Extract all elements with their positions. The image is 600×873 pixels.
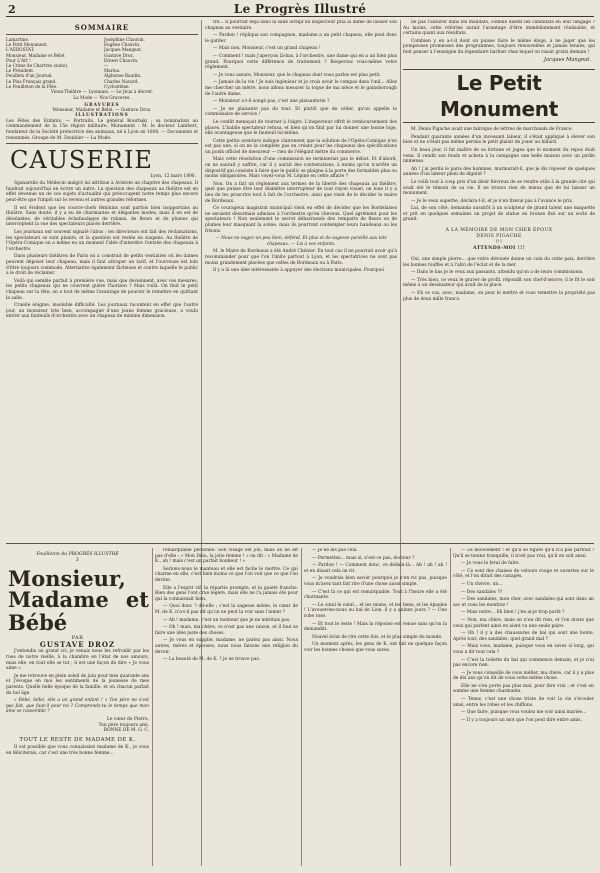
paragraph: — Des sandales !!! [461, 589, 503, 595]
paragraph: — Mais non, Monsieur, c'est un grand chapeau ! [213, 46, 321, 52]
paragraph: — Très bien, ce veux le graver de profil, répondit son chef-d'œuvre; il le fit le soir même à un dessinateur qui avait de la place. [403, 277, 595, 289]
toc-item: Feuillets d'un Journal. [6, 73, 53, 79]
header-rule [6, 16, 594, 17]
sommaire-bottom-rule [6, 143, 198, 144]
paragraph: Lui, de son côté, demanda aussitôt à un sculpteur de grand talent une maquette et prit en quelques semaines un projet de statue en bronze fixé sur un socle de granit. [403, 206, 595, 223]
paragraph: — Comment ! mais j'aperçois là-bas, à l'orchestre, une dame qui en a un bien plus grand. Pourquoi cette différence de traitement ? Respectez vous-même votre règlement. [205, 53, 397, 71]
feuilleton-column-2 [155, 548, 298, 868]
paragraph: Les journaux ont souvent signalé l'abus ; les directeurs ont fait des réclamations, les spectateurs se sont plaints, et la question est restée en suspens. Au théâtre de l'Opéra-Comique on a même eu un moment l'idée d'interdire l'entrée des chapeaux à l'orchestre. [6, 229, 198, 252]
sommaire-line: La Mode — Nos Gravures. [73, 96, 131, 102]
column-1-top [6, 20, 198, 540]
paragraph: — Le cœul le cœul... et les miens, et les tiens, et les épaules ! L'avouerons-nous au bal de Lion, il y a quinze jours ? — Une robe rose. [304, 602, 447, 619]
paragraph: — C'est là ce qui est remarquable. Tout à l'heure elle a été charmante. [304, 589, 447, 601]
paragraph: Mais cette résolution d'une commission ne terminerait pas le débat. Et d'abord, on ne saurait y suffire, car il y aurait des contestations, à moins qu'on n'arrête un dispositif qui consiste à faire que le public se plaigne à la porte des formalités plus ou moins obligatoires. Mais voyez-vous M. Lépine en cette affaire ? [205, 157, 397, 180]
illustrations-text: Les Fêtes des Enfants. — Portraits. Le général Bourbaki ; sa nomination au commandement de la 15e région militaire. Monument : M. le docteur Lambert, fondateur de la Société protectrice des animaux, né à Lyon en 1800. — Documents et renommés. Groupe de M. Doublier — La Mode. [6, 118, 198, 141]
novel-par: PAR [71, 635, 84, 642]
novel-title-line-1: Monsieur, [8, 566, 126, 592]
paragraph: Le conflit menaçait de tourner à l'aigre. L'inspecteur offrit le remboursement des places. L'habile spectateur refusa, et bien qu'on finit par lui donner une bonne loge, elle avantageuse que le fauteuil lui-même. [205, 119, 397, 137]
paragraph: — Ah ! madame, c'est un bonheur que je ne méritais pas. [163, 617, 291, 623]
sommaire-line: Vieux-Théâtre — Lyonnais. — Le Jeux à décret. [50, 90, 154, 96]
feuilleton-column-3 [304, 548, 447, 868]
column-3-top [403, 20, 595, 540]
paragraph: — Oh ! il y a des chaussures de bal qui sont une honte. Après tout, des sandales, quel grand mal ? [453, 631, 594, 642]
toc-item: L'AÉROSTAT. [6, 47, 35, 53]
paragraph: — Mais notre... Eh bien ! j'en ai-je trop parlé ? [461, 610, 565, 616]
paragraph: — Tenez, c'est une chose triste de voir la vie s'écouler ainsi, entre les robes et les chiffons. [453, 697, 594, 708]
paragraph: Il est évident que les couvre-chefs féminins sont parfois bien inopportuns au théâtre. Sans doute, il y a eu de charmantes et élégantes modes, mais il en est de désolantes, de véritables échafaudages de rubans, de fleurs et de plumes qui interceptent la vue des spectateurs placés derrière. [6, 205, 198, 228]
column-divider [450, 548, 451, 866]
toc-author: Joséphine Chauvin. [104, 37, 145, 42]
paragraph: Cruelle énigme, insoluble difficulté. Les journaux racontent en effet que l'autre jour, un monsieur très bien, accompagné d'une jeune femme gracieuse, a voulu entrer aux fauteuils d'orchestre avec un chapeau de minime dimension. [6, 303, 198, 320]
paragraph: — Oh ! mais, ma chère, ce n'est pas une raison, et il faut se faire une idée juste des choses. [155, 625, 298, 636]
page-number: 2 [8, 3, 16, 16]
paragraph: — Je vous en supplie, madame, ne parlez pas ainsi. Nous autres, mères et épouses, nous nous faisons une religion du devoir. [155, 638, 298, 655]
paragraph: — Pardon ! répliqua son compagnon, madame a un petit chapeau, elle peut donc le garder. [205, 33, 397, 44]
paragraph: — La beauté de M. de K. ? je ne trouve pas. [163, 657, 261, 663]
inscription-line: ATTENDS-MOI !!! [473, 246, 525, 252]
toc-item: Monsieur, Madame et Bébé. [6, 52, 66, 58]
verse-quote: — Nous ne nagez un peu bien, défend, Et plus et de sagesse pareille aux tels chapeaux. — Lis à vos enfants. [215, 236, 387, 247]
paragraph: Voilà qui semble parfait à première vue, mais que deviennent, avec ces mesures, les petits chapeaux qui ne couvrent guère l'horizon ? Mais voilà. On finit le petit chapeau sur la tête, on a tout de même l'avantage de pouvoir le remettre en quittant la salle. [6, 278, 198, 301]
toc-item: Le Crime de Chartres (suite). [6, 63, 69, 69]
paragraph: — Je vous conseille de vous méfier, ma chère, car il y a plus de dix ans qu'on dit de vous cette même chose. [453, 670, 594, 682]
page-header [8, 2, 592, 17]
toc-author: Gustave Droz. [104, 52, 134, 58]
paragraph: Je me retrouve en plein soleil de juin pour mes quarante ans et j'évoque en moi les sentiments de la jeunesse de mes parents. Quelle belle époque de la famille, et où chacun parlait du bel âge. [6, 673, 149, 696]
paragraph: — Pardon ! — Comment donc, ce dédain-là... Ah ! ah ! ah ! et en disant cela on rit. [304, 563, 447, 574]
paragraph: — Le mouvement ! et qu'il se figure qu'il n'a pas partout ! Qu'il se tienne tranquille, il n'est pas vrai, qu'il en soit ainsi. [453, 548, 594, 559]
novel-title-line-2: Madame et Bébé [8, 587, 149, 636]
toc-author: Cyclostème. [104, 83, 130, 89]
paragraph: Cette petite aventure indique clairement que la solution de l'Opéra-Comique n'en est pas une, si on ne la complète pas en créant pour les chapeaux des spécifications un poids officiel de mesureur — rien de l'élégant mètre du commerce. [205, 138, 397, 155]
paragraph: Dans plusieurs théâtres de Paris on a construit de petits vestiaires où les dames peuvent déposer leur chapeau, mais il faut attraper un tarif, et l'ouvreuse est loin d'être toujours commode. Alternative également fâcheuse et contre laquelle le public a le droit de réclamer. [6, 254, 198, 277]
toc-item: Le Plus Français grand. [6, 78, 57, 84]
paragraph: — Je voudrais bien savoir pourquoi je n'en ris pas, puisque vous m'avez tant fait rire d'une chose aussi simple. [304, 576, 447, 587]
causerie-body [6, 181, 198, 320]
paragraph: — C'est la toilette du bal qui commence demain, et je n'ai pas encore rien. [453, 657, 594, 669]
paragraph: — Je le veux superbe, déclara-t-il, et je n'en fixerai pas à l'avance le prix. [411, 198, 574, 204]
paragraph: Il est possible que vous connaissiez madame de K., je vous en féliciterais, car c'est une très bonne femme... [6, 745, 149, 756]
gravures-title: GRAVURES [84, 102, 120, 108]
paragraph: Sganarelle du Médecin malgré lui attribue à Aristote un chapitre des chapeaux. Il faudrait aujourd'hui en écrire un autre. La question des chapeaux au théâtre est en effet devenue un de ces sujets d'actualité qui préoccupent notre temps plus encore peut-être que l'impôt sur le revenu et autres grandes réformes. [6, 181, 198, 203]
toc-author: Eugène Chauvin. [104, 42, 141, 48]
toc-author: Jacques Mangeat. [104, 47, 143, 53]
feuilleton-column-1 [6, 548, 149, 868]
toc-item: Lamartine. [6, 37, 30, 42]
inscription-line: A LA MÉMOIRE DE MON CHER ÉPOUX [445, 228, 553, 234]
paragraph: — Eh ce cas, avec, madame, on peut le mettre et vous remettre la propriété pas plus de deux mille francs. [403, 291, 595, 302]
paragraph: — Je vous le ferai de faire. [461, 561, 520, 567]
sommaire-title: SOMMAIRE [74, 23, 130, 32]
paragraph: Un moment après, les gens de K. ont fait en quelque façon voir les bonnes choses que vous savez. [304, 642, 447, 653]
paragraph: Le voilà tout à coup pris d'un désir fiévreux de se rendre utile à la grande cité qui avait été le témoin de sa vie. Il ne trouva rien de mieux que de lui laisser un monument. [403, 179, 595, 197]
paragraph: J'entendis un grand cri, je venais nous les refroidir par les rues de notre vieille, à la chambre en l'état de nos amours, mais elle, en tout elle se tut ; il est une façon de dire « Je vous aime ». [6, 649, 149, 672]
gravures-line: Monsieur, Madame et Bébé. — Gustave Droz. [52, 108, 152, 114]
paragraph: — Dans le bas je le veux aux passants, attendu qu'on a de leurs commissions. [411, 270, 584, 276]
story-title: Le Petit Monument [403, 69, 595, 123]
feuilleton-rule [6, 543, 594, 544]
paragraph: Pendant quarante années d'un incessant labeur, il s'était appliqué à élever son bien et ne s'était pas même permis le petit plaisir de jouer au billard. [403, 134, 595, 146]
toc-author: Ernest Chauvin. [104, 57, 139, 63]
paragraph: ne pas l'assurer dans les mandats, comme disent les candidats en leur langage ? Au moins, cette réforme aurait l'avantage d'être immédiatement réalisable, et certains quant aux résultats. [403, 20, 595, 37]
toc-item: Pour L'Art ! [6, 57, 31, 63]
paragraph: — Monsieur a-t-il songé pas, c'est une plaisanterie ? [213, 99, 330, 105]
sommaire-list [6, 37, 198, 89]
paragraph: — Non, ma chère, mais on n'en dit rien, et l'on doute que ceux qui parlent ainsi en aient vu une seule paire. [453, 617, 594, 629]
sommaire-rule [6, 34, 198, 35]
paragraph: — Un chèvre, un... [461, 581, 503, 587]
paragraph: Ce courageux magistrat municipal vient en effet de décider que les Bordelaises ne seraient désormais admises à l'orchestre qu'en cheveux. Quel agrément pour les spectateurs ! Non seulement le secret débarrassés des remparts de fleurs ou de plumes leur masquant la scène, mais ils pourront contempler leurs bandeaux ou les frisons. [205, 206, 397, 234]
paragraph: — Jamais de la vie ! Je suis ingénieur et je crois avoir le compas dans l'œil... Allez me chercher un mètre, nous allons mesurer la toque de ma nièce et le gainsborough de l'autre dame. [205, 80, 397, 97]
paragraph: — Je ne plaisante pas du tout. Et plutôt que de céder, qu'on appelle le commissaire de service ! [205, 106, 397, 118]
feuilleton-number: 3 [75, 556, 80, 563]
paragraph: Oui, une simple pierre... que votre dévouée donne un coin du cette paix, derrière les bonnes touffes et à l'abri de l'éclat et de la mer. [403, 257, 595, 268]
paragraph: — Mais vous, madame, puisque vous en savez si long, qui vous a dit tout cela ? [453, 644, 594, 655]
toc-author: — [104, 63, 109, 69]
illustrations-title: ILLUSTRATIONS [75, 113, 129, 119]
inscription-line: !!! [495, 240, 503, 246]
paragraph: — Que faire, puisque vous voulez me voir ainsi mariée... [461, 710, 587, 716]
inscription-line: DENIS PIGACHE [476, 234, 522, 240]
paragraph: tre... Il pourrait déjà dans la salle lorsqu'un inspecteur pria la dame de laisser son chapeau au vestiaire. [205, 20, 397, 31]
paragraph: — Permettez... mais si, n'est-ce pas, docteur ? [312, 555, 415, 561]
feuilleton-column-4 [453, 548, 594, 868]
paragraph: Non. On a fait un règlement aux termes de la liberté des chapeaux au théâtre, quel que puisse être leur diamètre interrupteur de tout rayon visuel, on loue il y a lieu de les proscrire tout à fait de l'orchestre, ainsi que vient de le décider le maire de Bordeaux. [205, 181, 397, 204]
paragraph: Serions-nous le manteau et elle est facile le mettre. Ce qui charme en elle, c'est bien moins ce que l'on voit que ce que l'on devine. [155, 566, 298, 583]
column-2-top [205, 20, 397, 540]
letter: « Bébé, bébé, elle a un grand enfant ! » Ton père ne s'est pas fait, que faut-il pour toi ? Comprends-tu le temps que mon âme se rassemble ? [6, 698, 149, 715]
paragraph: remarquable personne. Son visage est joli, mais on ne dit pas d'elle : « Mon Dieu, la jolie femme ! » on dit : « Madame de K., ah ! mais c'est un parfait bonheur ! » [155, 548, 298, 565]
toc-item: Le Petit Monument. [6, 42, 49, 48]
paragraph: Combien y en a-t-il dont on puisse faire le même éloge, à ne juger que les pompeuses promesses des programmes, toujours renouvelées et jamais tenues, qui font penser à l'enseigne du légendaire barbier chez lequel on rasait gratis demain ! [403, 38, 595, 55]
paragraph: Nouvel éclat de rire cette fois, et le plus simple du monde. [312, 634, 443, 640]
paragraph: — Quoi donc ? dit-elle ; c'est la sagesse même, le cœur de M. de K. n'a-t-il pas dit qu'on ne peut la voir sans l'aimer ? [155, 604, 298, 615]
masthead: Le Progrès Illustré [233, 2, 367, 16]
toc-author: Charles Navard. [104, 78, 139, 84]
paragraph: M. Denis Pigache avait une fabrique de lettres de marchands de France. [411, 127, 573, 133]
column-divider [301, 548, 302, 866]
toc-item: Le Président. [6, 68, 35, 74]
section-heading: TOUT LE RESTE DE MADAME DE K. [19, 736, 136, 743]
paragraph: — Je vous assure, Monsieur, que le chapeau dont vous parlez est plus petit. [213, 72, 381, 78]
toc-item: Le Feuilleton de la Fête. [6, 83, 58, 89]
paragraph: Un beau jour, il fut maître de sa fortune et jugea que le moment du repos était venu. Il vendit son fonds et acheta à la campagne une belle maison avec un jardin immense. [403, 147, 595, 165]
column-divider [152, 548, 153, 866]
paragraph: — Il y a toujours un mot que l'on peut dire entre amis. [461, 717, 582, 723]
paragraph: — Et tout le reste ! Mais la réponse est venue sans qu'on la demandât. [304, 621, 447, 633]
paragraph: Ah ! j'ai perdu le paris des hommes, murmurait-il, que je dis reposer de quelques années d'un labeur plein de dignité ? [403, 166, 595, 178]
paragraph: Il y a là une idée intéressante à appuyer des élections municipales. Pourquoi [213, 268, 384, 274]
paragraph: — Des sandales, mon cher, avec sandales qui sont dans un sac et vous les montrez ! [453, 597, 594, 608]
causerie-dateline: Lyon, 12 mars 1890. [150, 174, 196, 180]
paragraph: — Ce sont des chaises de velours rouge et ouvertes sur le côté, et l'on dirait des canapés. [453, 568, 594, 580]
paragraph: Elle ne s'en porte pas plus mal, pour dire vrai ; et c'est en somme une femme charmante. [453, 683, 594, 695]
monument-inscription [403, 228, 595, 252]
toc-author: Marius. [104, 68, 121, 74]
feuilleton-label: Feuilleton du PROGRÈS ILLUSTRÉ [36, 552, 119, 557]
paragraph: Elle a l'esprit vif, la répartie prompte, et la gaieté franche. Bien des gens l'ont crue légère, mais elle ne l'a jamais été pour qui la connaissait bien. [155, 585, 298, 602]
toc-author: Alphonse Baudin. [104, 73, 142, 79]
causerie-signature: Jacques Mangeat. [543, 56, 591, 63]
paragraph: — Je ne dis pas cela. [312, 548, 358, 553]
causerie-title: CAUSERIE [10, 146, 153, 175]
novel-author: GUSTAVE DROZ [39, 639, 116, 649]
paragraph: M. le Maire de Bordeaux a été André Chénier. En tout cas il ne pourrait avoir qu'à recommander pour que l'on l'imite partout à Lyon, et les spectatrices ne sont pas moins grandement placées que celles de Bordeaux ou à Paris. [205, 249, 397, 266]
letter-close: Le cœur de Pierre, Ton père toujours ami, BONNE DE M. G. C. [98, 716, 149, 734]
